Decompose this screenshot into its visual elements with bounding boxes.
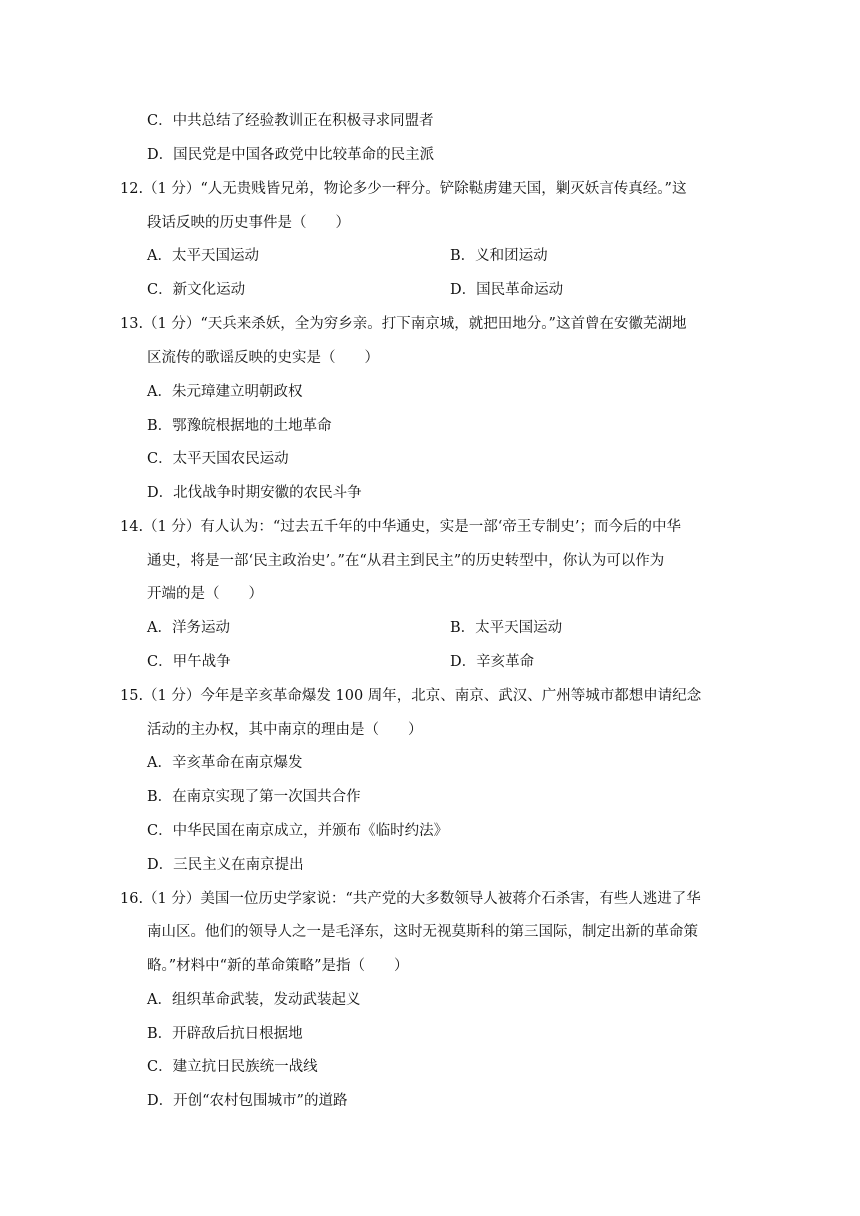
q16-option-c: C．建立抗日民族统一战线 (147, 1059, 318, 1075)
q12-option-a: A．太平天国运动 (147, 248, 259, 264)
q12-option-d: D．国民革命运动 (450, 282, 564, 298)
q16-stem-line-2: 南山区。他们的领导人之一是毛泽东，这时无视莫斯科的第三国际，制定出新的革命策 (147, 924, 698, 940)
prev-option-c: C．中共总结了经验教训正在积极寻求同盟者 (147, 113, 434, 129)
q15-option-d: D．三民主义在南京提出 (147, 857, 304, 873)
q14-option-a: A．洋务运动 (147, 620, 230, 636)
q14-stem-line-3: 开端的是（ ） (147, 586, 263, 602)
q12-stem-line-2: 段话反映的历史事件是（ ） (147, 215, 350, 231)
q14-option-d: D．辛亥革命 (450, 654, 535, 670)
q16-stem-line-3: 略。”材料中“新的革命策略”是指（ ） (147, 958, 409, 974)
q15-option-a: A．辛亥革命在南京爆发 (147, 755, 303, 771)
q13-option-c: C．太平天国农民运动 (147, 451, 289, 467)
q16-option-b: B．开辟敌后抗日根据地 (147, 1026, 303, 1042)
q16-option-d: D．开创“农村包围城市”的道路 (147, 1093, 348, 1109)
q16-option-a: A．组织革命武装，发动武装起义 (147, 992, 361, 1008)
q14-stem-line-2: 通史，将是一部‘民主政治史’。”在“从君主到民主”的历史转型中，你认为可以作为 (147, 553, 665, 569)
q13-option-d: D．北伐战争时期安徽的农民斗争 (147, 485, 362, 501)
q15-stem-line-2: 活动的主办权，其中南京的理由是（ ） (147, 722, 423, 738)
q12-stem-line-1: 12.（1 分）“人无贵贱皆兄弟，物论多少一秤分。铲除鞑虏建天国，剿灭妖言传真经。”这 (120, 181, 687, 197)
q13-option-b: B．鄂豫皖根据地的土地革命 (147, 418, 332, 434)
q15-option-b: B．在南京实现了第一次国共合作 (147, 789, 361, 805)
q13-stem-line-1: 13.（1 分）“天兵来杀妖，全为穷乡亲。打下南京城，就把田地分。”这首曾在安徽芜湖地 (120, 316, 687, 332)
q12-option-b: B．义和团运动 (450, 248, 548, 264)
q15-stem-line-1: 15.（1 分）今年是辛亥革命爆发 100 周年，北京、南京、武汉、广州等城市都想申请纪念 (120, 688, 702, 704)
q14-option-b: B．太平天国运动 (450, 620, 563, 636)
q15-option-c: C．中华民国在南京成立，并颁布《临时约法》 (147, 823, 449, 839)
q13-option-a: A．朱元璋建立明朝政权 (147, 384, 303, 400)
prev-option-d: D．国民党是中国各政党中比较革命的民主派 (147, 147, 435, 163)
q12-option-c: C．新文化运动 (147, 282, 246, 298)
q13-stem-line-2: 区流传的歌谣反映的史实是（ ） (147, 350, 379, 366)
q14-stem-line-1: 14.（1 分）有人认为：“过去五千年的中华通史，实是一部‘帝王专制史’；而今后的中华 (120, 519, 682, 535)
q14-option-c: C．甲午战争 (147, 654, 231, 670)
q16-stem-line-1: 16.（1 分）美国一位历史学家说：“共产党的大多数领导人被蒋介石杀害，有些人逃进了华 (120, 891, 701, 907)
